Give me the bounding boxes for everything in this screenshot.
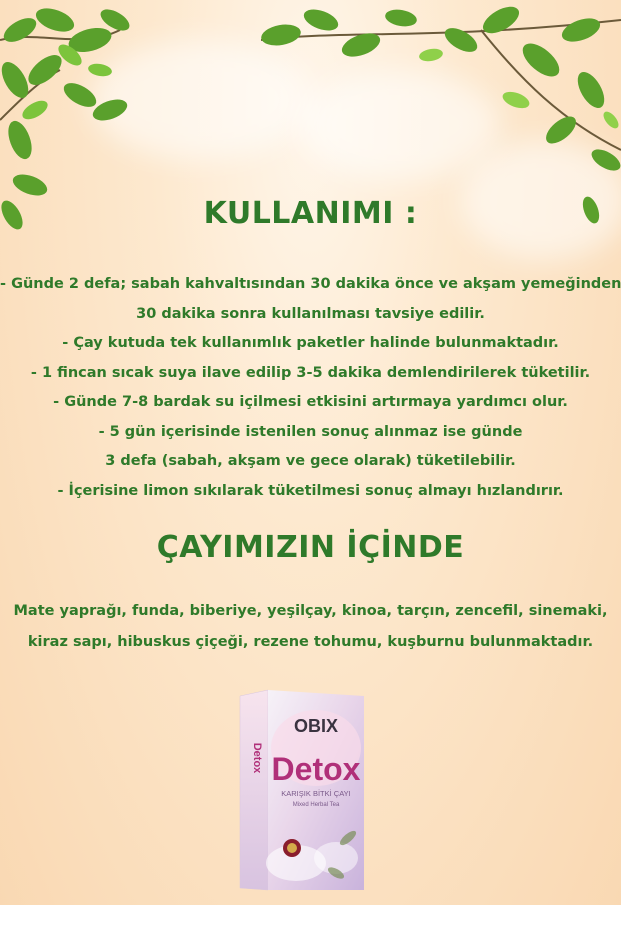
usage-line: - 5 gün içerisinde istenilen sonuç alınmaz ise günde xyxy=(98,423,523,440)
ingredients-title: ÇAYIMIZIN İÇİNDE xyxy=(156,530,465,565)
usage-list xyxy=(0,270,621,506)
usage-line: 3 defa (sabah, akşam ve gece olarak) tüketilebilir. xyxy=(105,453,516,469)
product-side-name: Detox xyxy=(251,742,263,774)
product-subtitle-en: Mixed Herbal Tea xyxy=(292,802,340,808)
bottom-strip xyxy=(0,905,621,931)
product-subtitle: KARIŞIK BİTKİ ÇAYI xyxy=(281,789,351,798)
usage-line: - İçerisine limon sıkılarak tüketilmesi sonuç almayı hızlandırır. xyxy=(57,482,564,499)
usage-line: 30 dakika sonra kullanılması tavsiye edilir. xyxy=(136,305,485,322)
usage-line: - Günde 7-8 bardak su içilmesi etkisini artırmaya yardımcı olur. xyxy=(53,394,568,410)
ingredients-list xyxy=(0,596,621,658)
usage-title: KULLANIMI : xyxy=(203,196,418,231)
ingredients-line: kiraz sapı, hibuskus çiçeği, rezene tohumu, kuşburnu bulunmaktadır. xyxy=(27,634,594,650)
product-name: Detox xyxy=(271,751,361,787)
brand-logo: OBIX xyxy=(293,716,339,736)
product-box xyxy=(236,688,366,893)
usage-line: - Çay kutuda tek kullanımlık paketler halinde bulunmaktadır. xyxy=(62,335,559,351)
usage-line: - Günde 2 defa; sabah kahvaltısından 30 dakika önce ve akşam yemeğinden xyxy=(0,276,621,292)
ingredients-line: Mate yaprağı, funda, biberiye, yeşilçay, kinoa, tarçın, zencefil, sinemaki, xyxy=(13,603,608,619)
usage-line: - 1 fincan sıcak suya ilave edilip 3-5 dakika demlendirilerek tüketilir. xyxy=(30,364,591,381)
